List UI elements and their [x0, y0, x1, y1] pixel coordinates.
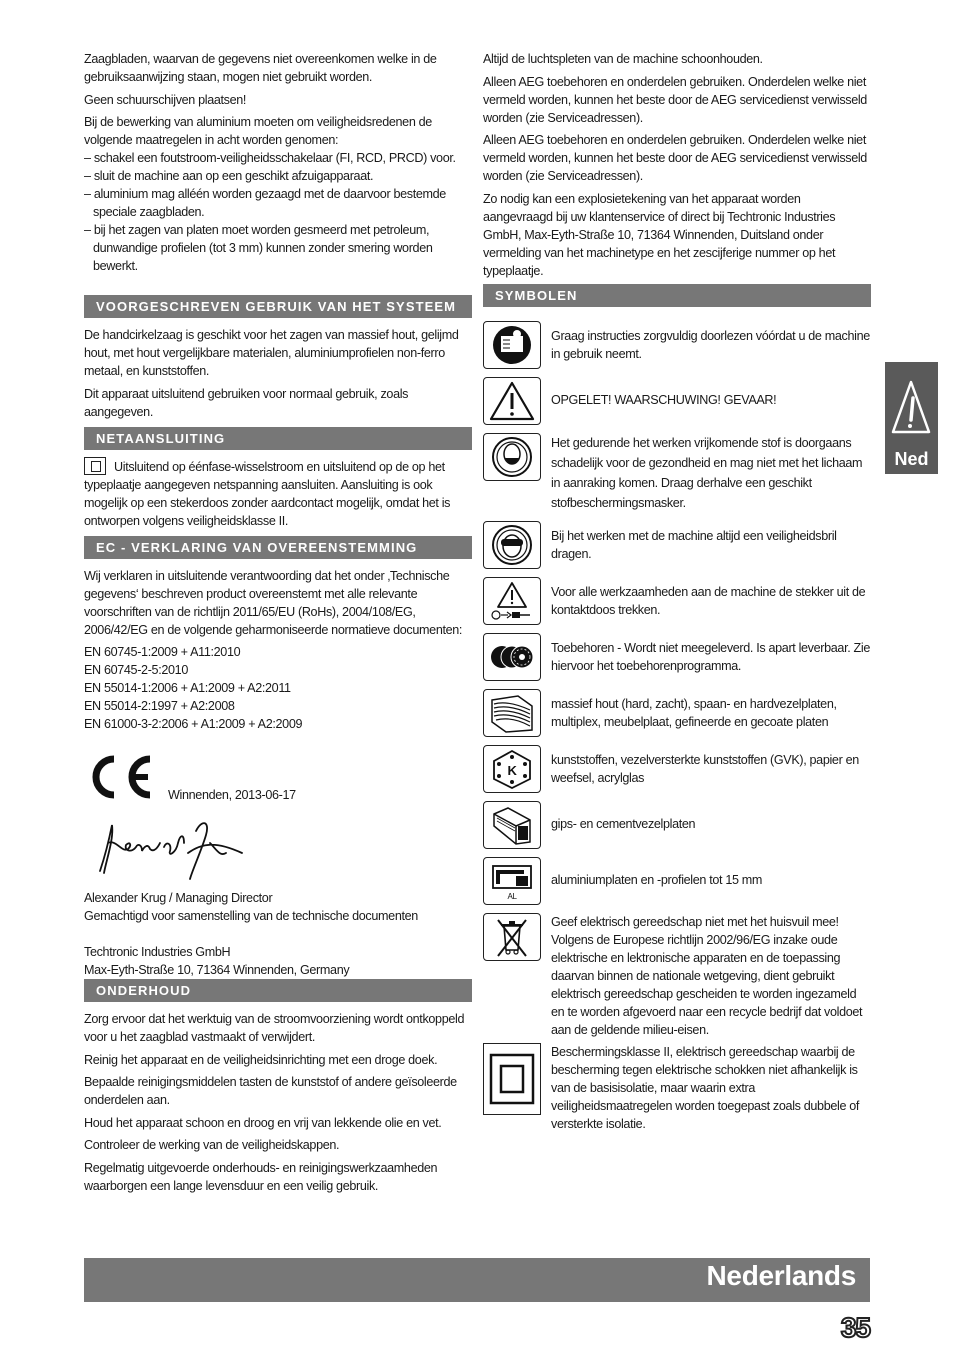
protection-class-2-icon: [84, 457, 106, 475]
intended-use-paragraph: De handcirkelzaag is geschikt voor het zagen van massief hout, gelijmd hout, met hout vergelijkbare materialen, aluminiumprofielen non-ferro metaal, en kunststoffen.: [84, 328, 459, 378]
ce-row: [84, 751, 472, 801]
symbol-row: [483, 1043, 871, 1133]
aluminium-profile-icon: [483, 857, 541, 905]
signature-image: [92, 813, 262, 883]
standard-item: EN 60745-1:2009 + A11:2010: [84, 645, 241, 659]
section-heading-maintenance: ONDERHOUD: [84, 979, 472, 1002]
safety-goggles-icon: [483, 521, 541, 569]
symbol-text: OPGELET! WAARSCHUWING! GEVAAR!: [551, 393, 777, 407]
symbol-row: [483, 689, 871, 737]
intended-use-paragraph: Dit apparaat uitsluitend gebruiken voor normaal gebruik, zoals aangegeven.: [84, 386, 409, 419]
read-manual-icon: [483, 321, 541, 369]
unplug-icon: [483, 577, 541, 625]
section-heading-symbols: SYMBOLEN: [483, 284, 871, 307]
symbol-text: kunststoffen, vezelversterkte kunststoffen (GVK), papier en weefsel, acrylglas: [551, 753, 859, 785]
symbol-row: [483, 633, 871, 681]
symbol-row: [483, 577, 871, 625]
al-label: AL: [507, 892, 517, 901]
symbol-text: aluminiumplaten en -profielen tot 15 mm: [551, 873, 763, 887]
standard-item: EN 55014-2:1997 + A2:2008: [84, 699, 235, 713]
maintenance-paragraph: Reinig het apparaat en de veiligheidsinrichting met een droge doek.: [84, 1052, 438, 1067]
wood-icon: [483, 689, 541, 737]
list-item: – schakel een foutstroom-veiligheidsschakelaar (FI, RCD, PRCD) voor.: [84, 149, 472, 167]
symbol-row: [483, 321, 871, 369]
mains-text: Uitsluitend op éénfase-wisselstroom en uitsluitend op de op het typeplaatje aangegeven netspanning aansluiten. Aansluiting is ook mogelijk op een stekerdoos zonder aardcontact mogelijk, omdat het is ontworpen volgens veiligheidsklasse II.: [84, 459, 451, 528]
maintenance-paragraph: Houd het apparaat schoon en droog en vrij van lekkende olie en vet.: [84, 1115, 442, 1130]
ec-declaration-text: Wij verklaren in uitsluitende verantwoording dat het onder ‚Technische gegevens‘ beschreven product overeenstemt met alle relevante voorschriften van de richtlijn 2011/65/EU (RoHs), 2004/108/EG, 2006/42/EG en de volgende geharmoniseerde normatieve documenten:: [84, 568, 463, 637]
standard-item: EN 55014-1:2006 + A1:2009 + A2:2011: [84, 681, 291, 695]
weee-bin-icon: [483, 913, 541, 961]
maintenance-paragraph: Controleer de werking van de veiligheidskappen.: [84, 1138, 340, 1152]
svg-text:K: K: [507, 763, 517, 778]
symbol-text: Geef elektrisch gereedschap niet met het huisvuil mee! Volgens de Europese richtlijn 2002/96/EG inzake oude elektrische en lektronische apparaten en de toepassing daarvan binnen de nationale wetgeving, dient gebruikt elektrisch gereedschap gescheiden te worden ingezameld en te worden afgevoerd naar een recycle bedrijf dat voldoet aan de geldende milieu-eisen.: [551, 915, 863, 1037]
language-side-tab: [885, 362, 938, 474]
symbol-text: Graag instructies zorgvuldig doorlezen vóórdat u de machine in gebruik neemt.: [551, 329, 870, 361]
dust-mask-icon: [483, 433, 541, 481]
symbol-row: [483, 521, 871, 569]
section-heading-mains: NETAANSLUITING: [84, 427, 472, 450]
aluminium-measures-list: [84, 149, 472, 275]
symbol-text: Bij het werken met de machine altijd een veiligheidsbril dragen.: [551, 529, 837, 561]
exclamation-icon: [891, 376, 931, 436]
standard-item: EN 61000-3-2:2006 + A1:2009 + A2:2009: [84, 717, 303, 731]
symbol-text: Beschermingsklasse II, elektrisch gereedschap waarbij de bescherming tegen elektrische schokken niet afhankelijk is van de basisisolatie, maar waarin extra veiligheidsmaatregelen worden toegepast zoals dubbele of versterkte isolatie.: [551, 1045, 860, 1131]
saw-blades-icon: [483, 633, 541, 681]
warning-triangle-icon: [483, 377, 541, 425]
right-paragraph: Zo nodig kan een explosietekening van het apparaat worden aangevraagd bij uw klantenservice of direct bij Techtronic Industries GmbH, Max-Eyth-Straße 10, 71364 Winnenden, Duitsland onder vermelding van het machinetype en het zescijferige nummer op het typeplaatje.: [483, 191, 836, 278]
side-tab-label: Ned: [894, 449, 929, 469]
company-name: Techtronic Industries GmbH: [84, 945, 231, 959]
page-number: 35: [840, 1312, 870, 1343]
list-item: – aluminium mag alléén worden gezaagd met de daarvoor bestemde speciale zaagbladen.: [84, 185, 472, 221]
symbol-text: gips- en cementvezelplaten: [551, 817, 696, 831]
authorized-note: Gemachtigd voor samenstelling van de technische documenten: [84, 909, 418, 923]
mains-paragraph: [84, 458, 472, 530]
standard-item: EN 60745-2-5:2010: [84, 663, 188, 677]
symbol-row: [483, 913, 871, 1039]
right-paragraph: Alleen AEG toebehoren en onderdelen gebruiken. Onderdelen welke niet vermeld worden, kunnen het beste door de AEG servicedienst verwisseld worden (zie Serviceadressen).: [483, 133, 867, 183]
signatory: Alexander Krug / Managing Director: [84, 891, 273, 905]
symbol-text: Het gedurende het werken vrijkomende stof is doorgaans schadelijk voor de gezondheid en mag niet met het lichaam in aanraking komen. Draag derhalve een geschikt stofbeschermingsmasker.: [551, 436, 863, 510]
protection-class-2-icon: [483, 1043, 541, 1115]
gypsum-board-icon: [483, 801, 541, 849]
right-column: [483, 50, 871, 1141]
symbol-text: massief hout (hard, zacht), spaan- en hardvezelplaten, multiplex, meubelplaat, gefineerde en gecoate platen: [551, 697, 837, 729]
right-paragraph: Altijd de luchtspleten van de machine schoonhouden.: [483, 52, 763, 66]
company-address: Max-Eyth-Straße 10, 71364 Winnenden, Germany: [84, 963, 350, 977]
ce-mark-icon: [84, 753, 154, 801]
symbols-list: [483, 321, 871, 1133]
place-date: Winnenden, 2013-06-17: [168, 788, 296, 802]
symbol-row: [483, 857, 871, 905]
plastics-icon: [483, 745, 541, 793]
symbol-text: Toebehoren - Wordt niet meegeleverd. Is apart leverbaar. Zie hiervoor het toebehorenprogramma.: [551, 641, 870, 673]
symbol-row: [483, 801, 871, 849]
intro-paragraph: Geen schuurschijven plaatsen!: [84, 92, 247, 107]
section-heading-ec-declaration: EC - VERKLARING VAN OVEREENSTEMMING: [84, 536, 472, 559]
intro-paragraph: Bij de bewerking van aluminium moeten om veiligheidsredenen de volgende maatregelen in acht worden genomen:: [84, 115, 432, 147]
footer-language-title: Nederlands: [706, 1260, 856, 1291]
left-column: [84, 50, 472, 1199]
symbol-row: [483, 377, 871, 425]
footer-bar: [84, 1258, 870, 1302]
right-paragraph: Alleen AEG toebehoren en onderdelen gebruiken. Onderdelen welke niet vermeld worden, kunnen het beste door de AEG servicedienst verwisseld worden (zie Serviceadressen).: [483, 74, 867, 125]
symbol-row: [483, 745, 871, 793]
list-item: – sluit de machine aan op een geschikt afzuigapparaat.: [84, 167, 472, 185]
maintenance-paragraph: Regelmatig uitgevoerde onderhouds- en reinigingswerkzaamheden waarborgen een lange levensduur en een veilig gebruik.: [84, 1160, 438, 1193]
symbol-row: [483, 433, 871, 513]
symbol-text: Voor alle werkzaamheden aan de machine de stekker uit de kontaktdoos trekken.: [551, 585, 866, 617]
section-heading-intended-use: VOORGESCHREVEN GEBRUIK VAN HET SYSTEEM: [84, 295, 472, 318]
intro-paragraph: Zaagbladen, waarvan de gegevens niet overeenkomen welke in de gebruiksaanwijzing staan, mogen niet gebruikt worden.: [84, 52, 437, 84]
list-item: – bij het zagen van platen moet worden gesmeerd met petroleum, dunwandige profielen (tot 3 mm) kunnen zonder smering worden bewerkt.: [84, 221, 472, 275]
maintenance-paragraph: Bepaalde reinigingsmiddelen tasten de kunststof of andere geïsoleerde onderdelen aan.: [84, 1075, 457, 1107]
maintenance-paragraph: Zorg ervoor dat het werktuig van de stroomvoorziening wordt ontkoppeld voor u het zaagblad vastmaakt of verwijdert.: [84, 1012, 465, 1044]
standards-list: [84, 643, 472, 733]
